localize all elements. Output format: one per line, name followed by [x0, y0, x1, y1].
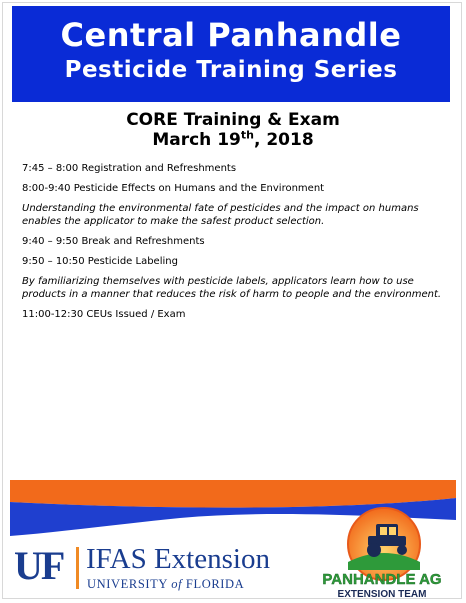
panhandle-ag-logo	[318, 504, 446, 600]
university-of: of	[171, 577, 183, 591]
panhandle-ag-text: PANHANDLE AG	[322, 571, 442, 588]
extension-team-text: EXTENSION TEAM	[337, 589, 427, 600]
schedule-item: 7:45 – 8:00 Registration and Refreshments	[22, 163, 237, 174]
university-of-florida-label	[87, 577, 244, 591]
event-date-year: , 2018	[253, 130, 314, 150]
schedule-item: 8:00-9:40 Pesticide Effects on Humans and the Environment	[22, 183, 325, 194]
title-banner	[12, 6, 450, 102]
schedule-description: By familiarizing themselves with pesticide labels, applicators learn how to use products in a manner that reduces the risk of harm to people and the environment.	[22, 276, 442, 300]
event-date-month-day: March 19	[152, 130, 241, 150]
title-line-1: Central Panhandle	[60, 16, 402, 54]
uf-monogram: UF	[14, 543, 64, 588]
schedule-item: 11:00-12:30 CEUs Issued / Exam	[22, 309, 186, 320]
event-date	[0, 130, 466, 150]
schedule-item: 9:40 – 9:50 Break and Refreshments	[22, 236, 205, 247]
event-subtitle	[0, 110, 466, 150]
event-date-suffix: th	[240, 128, 254, 142]
university-suffix: FLORIDA	[182, 577, 245, 591]
title-line-2: Pesticide Training Series	[64, 57, 398, 83]
schedule-description: Understanding the environmental fate of pesticides and the impact on humans enables the applicator to make the safest product selection.	[22, 203, 419, 227]
university-prefix: UNIVERSITY	[87, 577, 172, 591]
uf-ifas-logo	[14, 543, 314, 595]
schedule-list	[22, 162, 452, 328]
logo-divider	[76, 547, 79, 589]
schedule-item: 9:50 – 10:50 Pesticide Labeling	[22, 256, 178, 267]
event-name: CORE Training & Exam	[126, 110, 340, 130]
ifas-extension-label: IFAS Extension	[86, 543, 270, 575]
